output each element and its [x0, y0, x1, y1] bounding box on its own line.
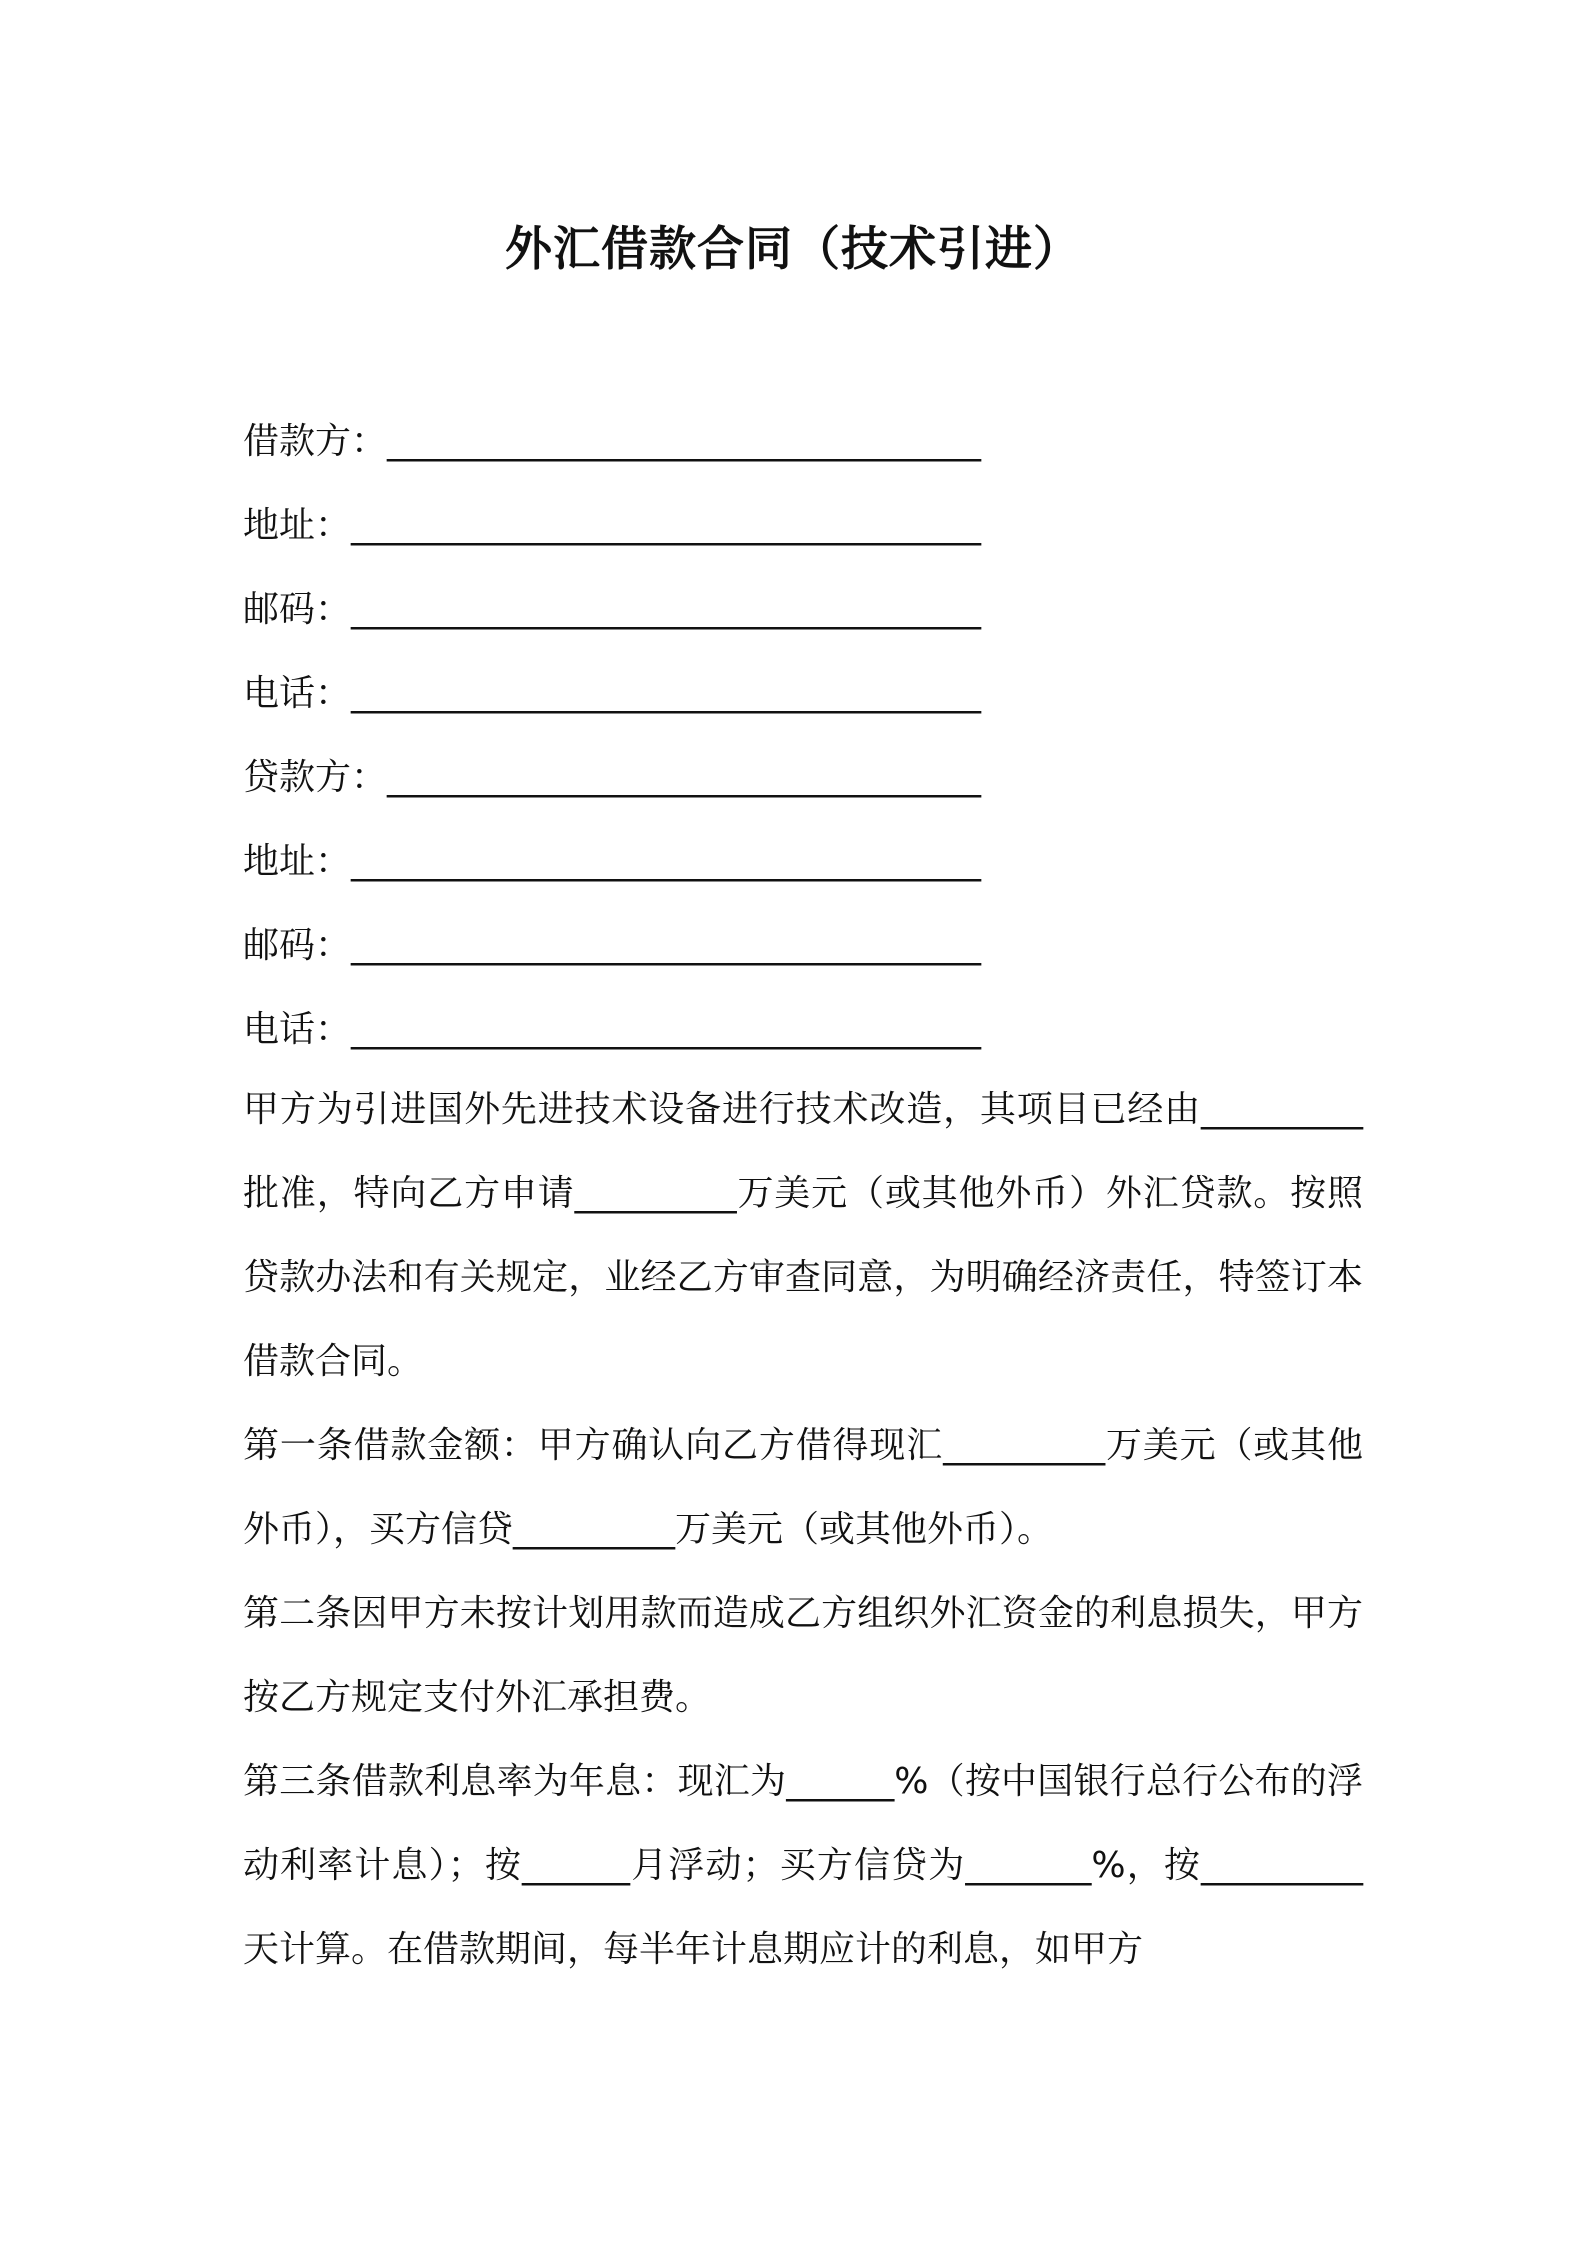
article-3-paragraph: 第三条借款利息率为年息：现汇为______%（按中国银行总行公布的浮动利率计息）；按______月浮动；买方信贷为_______%，按_________天计算。在借款期间，每半年计息期应计的利息，如甲方 [243, 1761, 1363, 1970]
lender-name-field: 贷款方：_________________________________ [243, 757, 982, 798]
article-1-paragraph: 第一条借款金额：甲方确认向乙方借得现汇_________万美元（或其他外币），买方信贷_________万美元（或其他外币）。 [243, 1425, 1363, 1550]
contract-body [243, 1068, 1363, 1992]
borrower-postcode-field: 邮码：___________________________________ [243, 589, 982, 630]
borrower-address-field: 地址：___________________________________ [243, 505, 982, 546]
document-title: 外汇借款合同（技术引进） [505, 222, 1081, 277]
preamble-paragraph: 甲方为引进国外先进技术设备进行技术改造，其项目已经由_________批准，特向乙方申请_________万美元（或其他外币）外汇贷款。按照贷款办法和有关规定，业经乙方审查同意，为明确经济责任，特签订本借款合同。 [243, 1089, 1363, 1382]
lender-postcode-field: 邮码：___________________________________ [243, 925, 982, 966]
lender-address-field: 地址：___________________________________ [243, 841, 982, 882]
article-2-paragraph: 第二条因甲方未按计划用款而造成乙方组织外汇资金的利息损失，甲方按乙方规定支付外汇承担费。 [243, 1593, 1363, 1718]
borrower-name-field: 借款方：_________________________________ [243, 421, 982, 462]
lender-phone-field: 电话：___________________________________ [243, 1009, 982, 1050]
borrower-phone-field: 电话：___________________________________ [243, 673, 982, 714]
party-info-fields [243, 400, 1363, 1072]
